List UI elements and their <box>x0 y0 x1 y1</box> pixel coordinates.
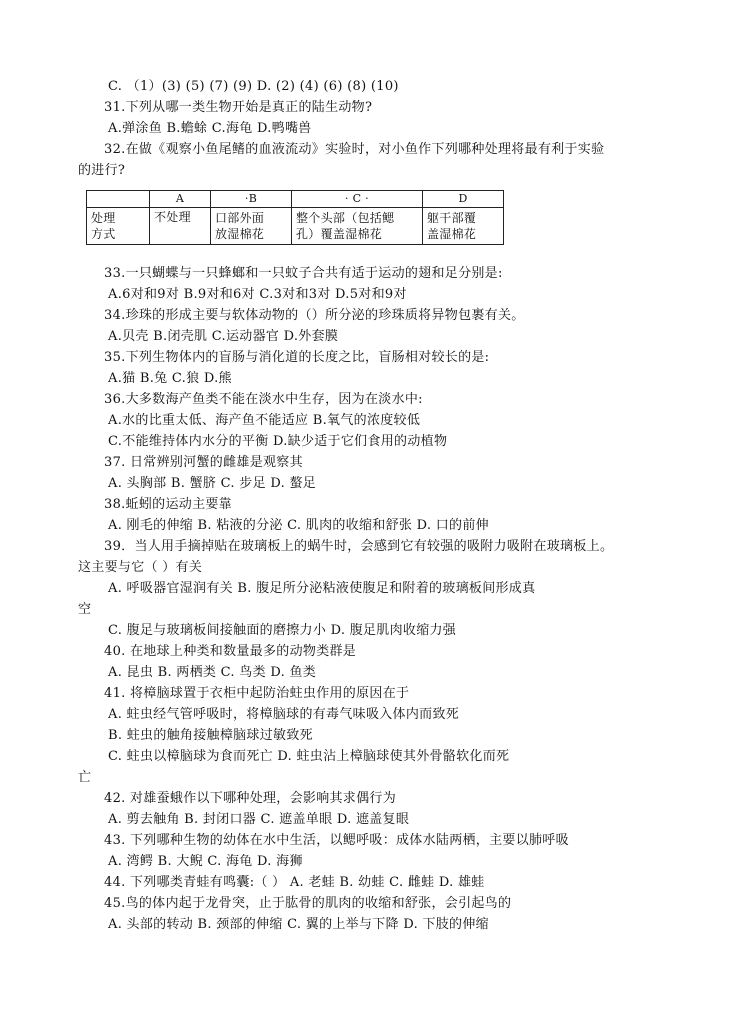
q30-options-cd: C. （1）(3) (5) (7) (9) D. (2) (4) (6) (8) (10) <box>108 79 399 94</box>
question-41: 41. 将樟脑球置于衣柜中起防治蛀虫作用的原因在于 <box>104 686 410 701</box>
question-43: 43. 下列哪种生物的幼体在水中生活，以鳃呼吸：成体水陆两栖，主要以肺呼吸 <box>104 833 569 848</box>
question-41-option-a: A. 蛀虫经气管呼吸时，将樟脑球的有毒气味吸入体内而致死 <box>108 707 460 722</box>
question-39-options-ab: A. 呼吸器官湿润有关 B. 腹足所分泌粘液使腹足和附着的玻璃板间形成真 <box>108 581 536 596</box>
question-41-option-b: B. 蛀虫的触角接触樟脑球过敏致死 <box>108 728 313 743</box>
question-42-options: A. 剪去触角 B. 封闭口器 C. 遮盖单眼 D. 遮盖复眼 <box>108 812 410 827</box>
question-36-options-cd: C.不能维持体内水分的平衡 D.缺少适于它们食用的动植物 <box>108 434 448 449</box>
question-44: 44. 下列哪类青蛙有鸣囊:（ ） A. 老蛙 B. 幼蛙 C. 雌蛙 D. 雄蛙 <box>104 875 485 890</box>
table-header-d: D <box>423 191 504 208</box>
question-36-options-ab: A.水的比重太低、海产鱼不能适应 B.氧气的浓度较低 <box>108 413 421 428</box>
question-39-options-cd: C. 腹足与玻璃板间接触面的磨擦力小 D. 腹足肌肉收缩力强 <box>108 623 457 638</box>
table-cell-c: 整个头部（包括鳃 孔）覆盖湿棉花 <box>292 208 423 245</box>
table-header-a: A <box>150 191 211 208</box>
question-32-line2: 的进行? <box>78 163 126 178</box>
table-header-blank <box>87 191 150 208</box>
table-cell-d: 躯干部覆 盖湿棉花 <box>423 208 504 245</box>
question-31-options: A.弹涂鱼 B.蟾蜍 C.海龟 D.鸭嘴兽 <box>108 121 312 136</box>
question-41-options-cd: C. 蛀虫以樟脑球为食而死亡 D. 蛀虫沾上樟脑球使其外骨骼软化而死 <box>108 749 510 764</box>
table-cell-a: 不处理 <box>150 208 211 245</box>
question-34: 34.珍珠的形成主要与软体动物的（）所分泌的珍珠质将异物包裹有关。 <box>104 308 525 323</box>
question-35-options: A.猫 B.兔 C.狼 D.熊 <box>108 371 232 386</box>
question-40-options: A. 昆虫 B. 两栖类 C. 鸟类 D. 鱼类 <box>108 665 317 680</box>
table-header-c: · C · <box>292 191 423 208</box>
question-39-line2: 这主要与它（ ）有关 <box>78 560 203 575</box>
question-43-options: A. 湾鳄 B. 大鲵 C. 海龟 D. 海狮 <box>108 854 303 869</box>
question-45: 45.鸟的体内起于龙骨突，止于肱骨的肌肉的收缩和舒张，会引起鸟的 <box>104 896 512 911</box>
question-45-options: A. 头部的转动 B. 颈部的伸缩 C. 翼的上举与下降 D. 下肢的伸缩 <box>108 917 489 932</box>
question-39-line1: 39．当人用手摘掉贴在玻璃板上的蜗牛时，会感到它有较强的吸附力吸附在玻璃板上。 <box>104 539 614 554</box>
table-header-b: ·B <box>211 191 292 208</box>
question-36: 36.大多数海产鱼类不能在淡水中生存，因为在淡水中: <box>104 392 423 407</box>
question-33-options: A.6对和9对 B.9对和6对 C.3对和3对 D.5对和9对 <box>108 287 407 302</box>
question-38: 38.蚯蚓的运动主要靠 <box>104 497 232 512</box>
question-37: 37. 日常辨别河蟹的雌雄是观察其 <box>104 455 303 470</box>
question-41-options-cd-wrap: 亡 <box>78 770 92 785</box>
question-38-options: A. 刚毛的伸缩 B. 粘液的分泌 C. 肌肉的收缩和舒张 D. 口的前伸 <box>108 518 489 533</box>
table-cell-b: 口部外面 放湿棉花 <box>211 208 292 245</box>
question-35: 35.下列生物体内的盲肠与消化道的长度之比，盲肠相对较长的是: <box>104 350 490 365</box>
question-39-options-ab-wrap: 空 <box>78 602 92 617</box>
question-37-options: A. 头胸部 B. 蟹脐 C. 步足 D. 螯足 <box>108 476 317 491</box>
table-row-label: 处理 方式 <box>87 208 150 245</box>
question-40: 40. 在地球上种类和数量最多的动物类群是 <box>104 644 357 659</box>
question-33: 33.一只蝴蝶与一只蜂螂和一只蚊子合共有适于运动的翅和足分别是: <box>104 266 503 281</box>
question-32-line1: 32.在做《观察小鱼尾鳍的血液流动》实验时，对小鱼作下列哪种处理将最有利于实验 <box>104 142 605 157</box>
question-31: 31.下列从哪一类生物开始是真正的陆生动物? <box>104 100 373 115</box>
question-34-options: A.贝壳 B.闭壳肌 C.运动器官 D.外套膜 <box>108 329 339 344</box>
experiment-table <box>86 190 504 245</box>
question-42: 42. 对雄蚕蛾作以下哪种处理，会影响其求偶行为 <box>104 791 397 806</box>
